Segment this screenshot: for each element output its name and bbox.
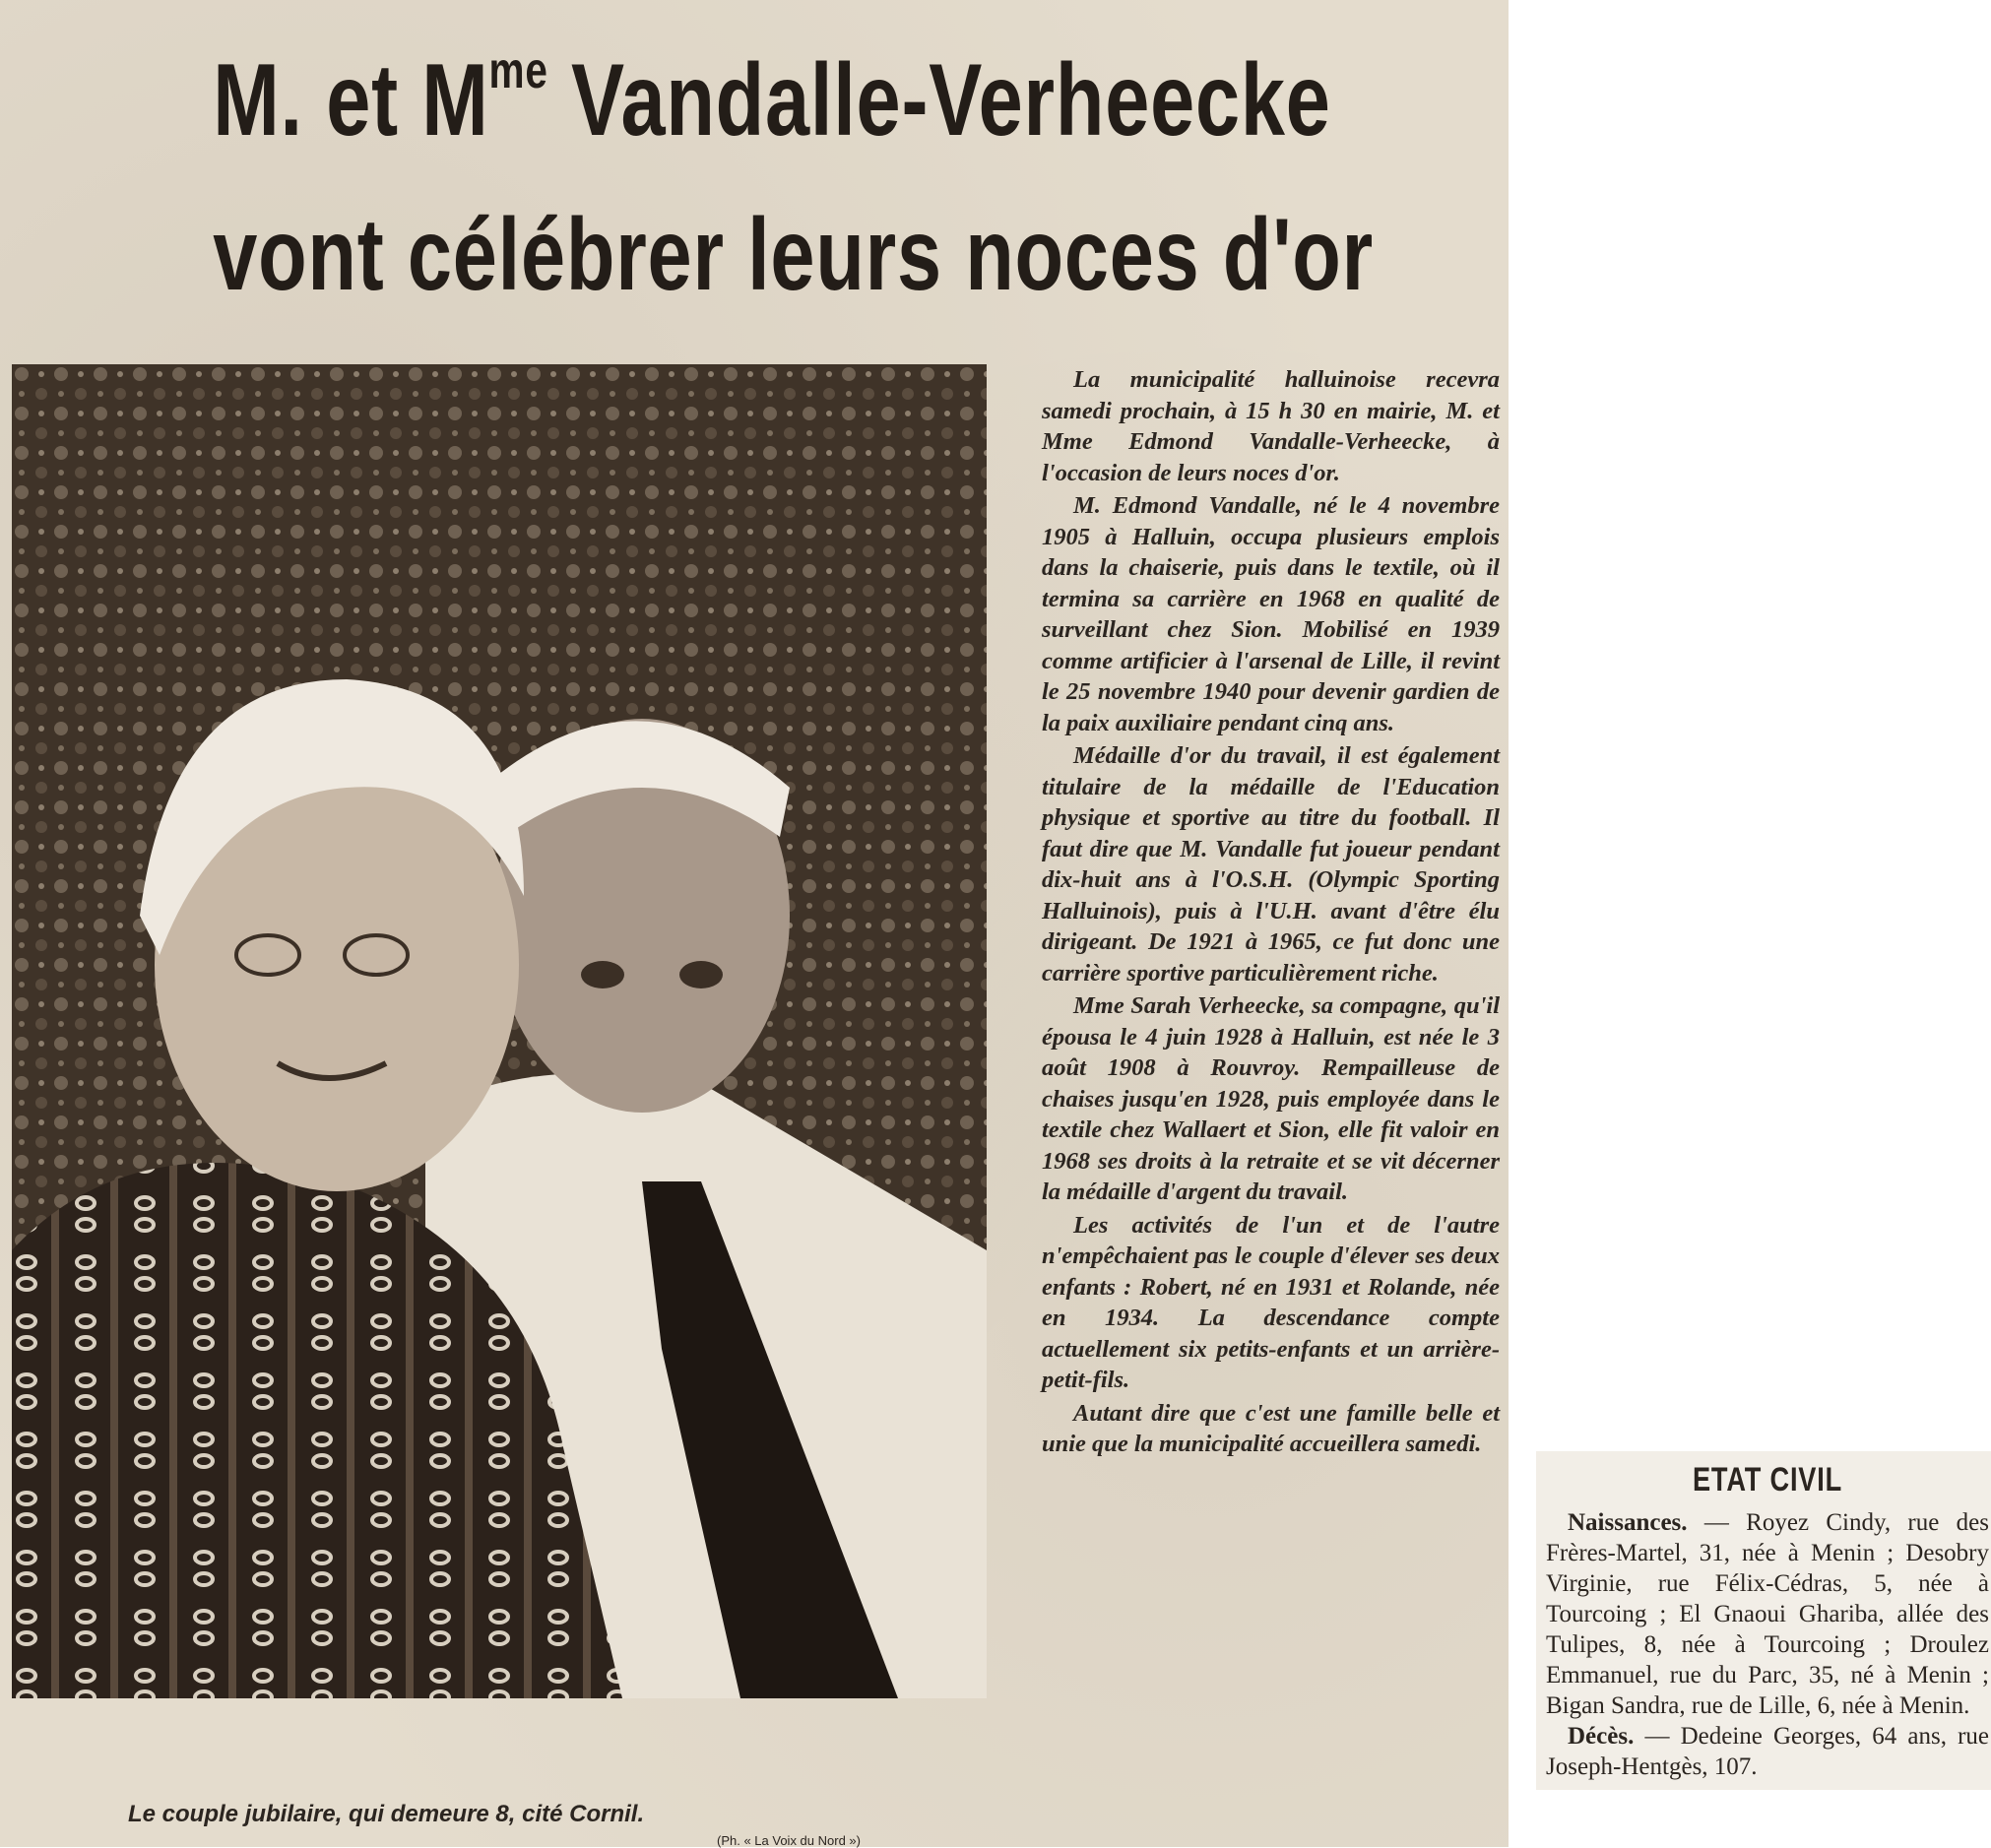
naissances-text: — Royez Cindy, rue des Frères-Martel, 31, née à Menin ; Desobry Virginie, rue Félix-Cédras, 5, née à Tourcoing ; El Gnaoui Ghariba, allée des Tulipes, 8, née à Tourcoing ; Droulez Emmanuel, rue du Parc, 35, né à Menin ; Bigan Sandra, rue de Lille, 6, née à Menin. (1546, 1509, 1989, 1719)
couple-photo (12, 364, 987, 1698)
deces-text: — Dedeine Georges, 64 ans, rue Joseph-Hentgès, 107. (1546, 1723, 1989, 1780)
naissances-label: Naissances. (1568, 1509, 1688, 1536)
deces-paragraph (1546, 1721, 1989, 1782)
etat-civil-box (1536, 1451, 1991, 1790)
couple-photo-illustration (12, 364, 987, 1698)
photo-credit: (Ph. « La Voix du Nord ») (717, 1833, 861, 1848)
article-paragraph: Médaille d'or du travail, il est également titulaire de la médaille de l'Education physique et sportive au titre du football. Il faut dire que M. Vandalle fut joueur pendant dix-huit ans à l'O.S.H. (Olympic Sporting Halluinois), puis à l'U.H. avant d'être élu dirigeant. De 1921 à 1965, ce fut donc une carrière sportive particulièrement riche. (1042, 742, 1500, 987)
article-paragraph: Autant dire que c'est une famille belle et unie que la municipalité accueillera samedi. (1042, 1399, 1500, 1457)
etat-civil-title: ETAT CIVIL (1692, 1461, 1843, 1498)
article-paragraph: Mme Sarah Verheecke, sa compagne, qu'il épousa le 4 juin 1928 à Halluin, est née le 3 août 1908 à Rouvroy. Rempailleuse de chaises jusqu'en 1928, puis employée dans le textile chez Wallaert et Sion, elle fit valoir en 1968 ses droits à la retraite et se vit décerner la médaille d'argent du travail. (1042, 992, 1500, 1205)
article-paragraph: La municipalité halluinoise recevra samedi prochain, à 15 h 30 en mairie, M. et Mme Edmond Vandalle-Verheecke, à l'occasion de leurs noces d'or. (1042, 366, 1500, 486)
headline-part-1: M. et M (213, 43, 489, 158)
deces-label: Décès. (1568, 1723, 1635, 1750)
article-paragraph: M. Edmond Vandalle, né le 4 novembre 1905 à Halluin, occupa plusieurs emplois dans la chaiserie, puis dans le textile, où il termina sa carrière en 1968 en qualité de surveillant chez Sion. Mobilisé en 1939 comme artificier à l'arsenal de Lille, il revint le 25 novembre 1940 pour devenir gardien de la paix auxiliaire pendant cinq ans. (1042, 492, 1500, 736)
headline-line-2: vont célébrer leurs noces d'or (213, 198, 1374, 312)
article-body (1042, 364, 1500, 1460)
photo-caption: Le couple jubilaire, qui demeure 8, cité Cornil. (128, 1801, 645, 1827)
headline-superscript: me (488, 42, 548, 99)
headline-part-2: Vandalle-Verheecke (547, 43, 1331, 158)
naissances-paragraph (1546, 1507, 1989, 1721)
article-paragraph: Les activités de l'un et de l'autre n'empêchaient pas le couple d'élever ses deux enfants : Robert, né en 1931 et Rolande, née en 1934. La descendance compte actuellement six petits-enfants et un arrière-petit-fils. (1042, 1211, 1500, 1393)
headline-line-1 (213, 41, 1331, 159)
